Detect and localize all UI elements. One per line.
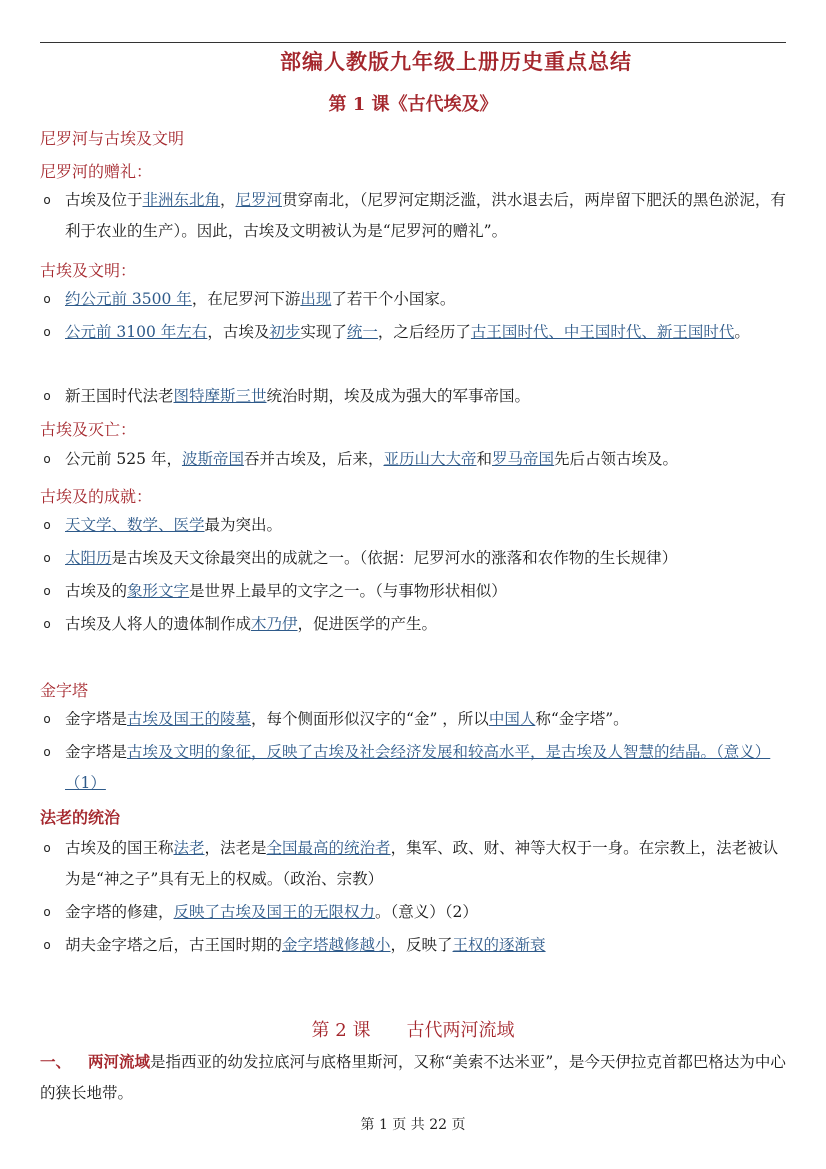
keyword-underlined: 古王国时代、中王国时代、新王国时代 <box>470 323 735 341</box>
list-item-text <box>65 737 790 799</box>
paragraph-text: 是指西亚的幼发拉底河与底格里斯河，又称“美索不达米亚”，是今天伊拉克首都巴格达为中心的狭长地带。 <box>40 1053 786 1102</box>
text-segment: 古埃及的国王称 <box>65 839 174 857</box>
subheading-egypt-achievements: 古埃及的成就： <box>40 487 153 506</box>
list-item-text <box>65 704 790 735</box>
text-segment: 金字塔是 <box>65 743 128 761</box>
subheading-nile-gift: 尼罗河的赠礼： <box>40 162 153 181</box>
keyword-underlined: 反映了古埃及国王的无限权力 <box>173 903 376 921</box>
text-segment: 统治时期，埃及成为强大的军事帝国。 <box>266 387 531 405</box>
list-item-text <box>65 381 790 412</box>
text-segment: 了若干个小国家。 <box>331 290 456 308</box>
text-segment: 实现了 <box>300 323 347 341</box>
bullet-icon: o <box>43 617 51 631</box>
bullet-icon: o <box>43 905 51 919</box>
list-item-text <box>65 897 790 928</box>
text-segment: ，每个侧面形似汉字的“金” ，所以 <box>251 710 489 728</box>
text-segment: 吞并古埃及，后来， <box>243 450 384 468</box>
text-segment: 古埃及位于 <box>65 191 143 209</box>
list-item-text <box>65 444 790 475</box>
text-segment: ， <box>220 191 236 209</box>
list-item <box>40 444 790 475</box>
list-item-text <box>65 930 790 961</box>
keyword-underlined: 统一 <box>346 323 378 341</box>
text-segment: ，促进医学的产生。 <box>297 615 438 633</box>
text-segment: 是古埃及天文徐最突出的成就之一。（依据：尼罗河水的涨落和农作物的生长规律） <box>111 549 678 567</box>
keyword-underlined: 亚历山大大帝 <box>383 450 477 468</box>
bullet-icon: o <box>43 292 51 306</box>
bullet-icon: o <box>43 712 51 726</box>
keyword-underlined: 法老 <box>173 839 205 857</box>
keyword-underlined: 中国人 <box>488 710 536 728</box>
subheading-egypt-civilization: 古埃及文明： <box>40 261 137 280</box>
text-segment: 先后占领古埃及。 <box>554 450 679 468</box>
text-segment: ，古埃及 <box>207 323 270 341</box>
text-segment: ，反映了 <box>390 936 453 954</box>
paragraph-number: 一、 <box>40 1052 72 1071</box>
list-item <box>40 897 790 928</box>
bullet-icon: o <box>43 452 51 466</box>
list-item-text <box>65 284 790 315</box>
lesson-2-title: 第 2 课 古代两河流域 <box>311 1020 515 1041</box>
bullet-icon: o <box>43 938 51 952</box>
list-item <box>40 381 790 412</box>
keyword-underlined: 尼罗河 <box>235 191 283 209</box>
list-item <box>40 543 790 574</box>
keyword-underlined: 王权的逐渐衰 <box>452 936 546 954</box>
section-heading-pyramids: 金字塔 <box>40 681 89 700</box>
text-segment: ，之后经历了 <box>377 323 471 341</box>
section-heading-nile: 尼罗河与古埃及文明 <box>40 129 185 148</box>
subheading-egypt-fall: 古埃及灭亡： <box>40 420 137 439</box>
bullet-icon: o <box>43 389 51 403</box>
keyword-underlined: 象形文字 <box>127 582 190 600</box>
list-item <box>40 284 790 315</box>
list-item <box>40 833 790 895</box>
text-segment: 是世界上最早的文字之一。（与事物形状相似） <box>189 582 507 600</box>
list-item-text <box>65 833 790 895</box>
list-item <box>40 576 790 607</box>
header-rule <box>40 42 786 43</box>
list-item <box>40 510 790 541</box>
keyword-underlined: 非洲东北角 <box>142 191 221 209</box>
bullet-icon: o <box>43 551 51 565</box>
text-segment: 。 <box>734 323 750 341</box>
keyword-underlined: 古埃及文明的象征，反映了古埃及社会经济发展和较高水平，是古埃及人智慧的结晶。（意义）（1） <box>65 743 771 792</box>
keyword-underlined: 罗马帝国 <box>492 450 555 468</box>
keyword-underlined: 波斯帝国 <box>181 450 244 468</box>
paragraph-keyword: 两河流域 <box>87 1052 150 1071</box>
page-footer: 第 1 页 共 22 页 <box>360 1117 466 1133</box>
list-item-text <box>65 609 790 640</box>
bullet-icon: o <box>43 584 51 598</box>
keyword-underlined: 初步 <box>269 323 301 341</box>
text-segment: ，集军、政、财、神等大权于一身。在宗教上，法老被认为是“神之子”具有无上的权威。（政治、宗教） <box>65 839 779 888</box>
keyword-underlined: 图特摩斯三世 <box>173 387 267 405</box>
section-heading-pharaoh: 法老的统治 <box>40 808 121 827</box>
text-segment: 金字塔的修建， <box>65 903 174 921</box>
keyword-underlined: 出现 <box>300 290 332 308</box>
text-segment: 古埃及人将人的遗体制作成 <box>65 615 252 633</box>
list-item-text <box>65 185 790 247</box>
text-segment: 。（意义）（2） <box>375 903 478 921</box>
text-segment: 公元前 525 年， <box>65 450 182 468</box>
list-item <box>40 704 790 735</box>
text-segment: 新王国时代法老 <box>65 387 174 405</box>
list-item-text <box>65 317 790 348</box>
keyword-underlined: 太阳历 <box>65 549 112 567</box>
list-item <box>40 317 790 348</box>
text-segment: 金字塔是 <box>65 710 128 728</box>
text-segment: 最为突出。 <box>204 516 283 534</box>
bullet-icon: o <box>43 745 51 759</box>
text-segment: ，在尼罗河下游 <box>191 290 301 308</box>
document-title: 部编人教版九年级上册历史重点总结 <box>280 49 632 74</box>
lesson-2-paragraph <box>40 1046 790 1109</box>
bullet-icon: o <box>43 325 51 339</box>
list-item <box>40 609 790 640</box>
text-segment: 和 <box>476 450 493 468</box>
list-item-text <box>65 543 790 574</box>
keyword-underlined: 天文学、数学、医学 <box>65 516 205 534</box>
list-item <box>40 930 790 961</box>
list-item <box>40 185 790 247</box>
text-segment: 称“金字塔”。 <box>535 710 629 728</box>
list-item-text <box>65 510 790 541</box>
text-segment: 古埃及的 <box>65 582 128 600</box>
keyword-underlined: 全国最高的统治者 <box>266 839 391 857</box>
keyword-underlined: 古埃及国王的陵墓 <box>127 710 252 728</box>
text-segment: ，法老是 <box>204 839 267 857</box>
bullet-icon: o <box>43 518 51 532</box>
bullet-icon: o <box>43 193 51 207</box>
keyword-underlined: 约公元前 3500 年 <box>65 290 192 308</box>
text-segment: 胡夫金字塔之后，古王国时期的 <box>65 936 283 954</box>
lesson-1-title: 第 1 课《古代埃及》 <box>328 94 498 115</box>
keyword-underlined: 木乃伊 <box>251 615 298 633</box>
bullet-icon: o <box>43 841 51 855</box>
keyword-underlined: 公元前 3100 年左右 <box>65 323 208 341</box>
text-segment: 贯穿南北，（尼罗河定期泛滥，洪水退去后，两岸留下肥沃的黑色淤泥，有利于农业的生产）。因此，古埃及文明被认为是“尼罗河的赠礼”。 <box>65 191 786 240</box>
list-item <box>40 737 790 799</box>
list-item-text <box>65 576 790 607</box>
keyword-underlined: 金字塔越修越小 <box>282 936 391 954</box>
